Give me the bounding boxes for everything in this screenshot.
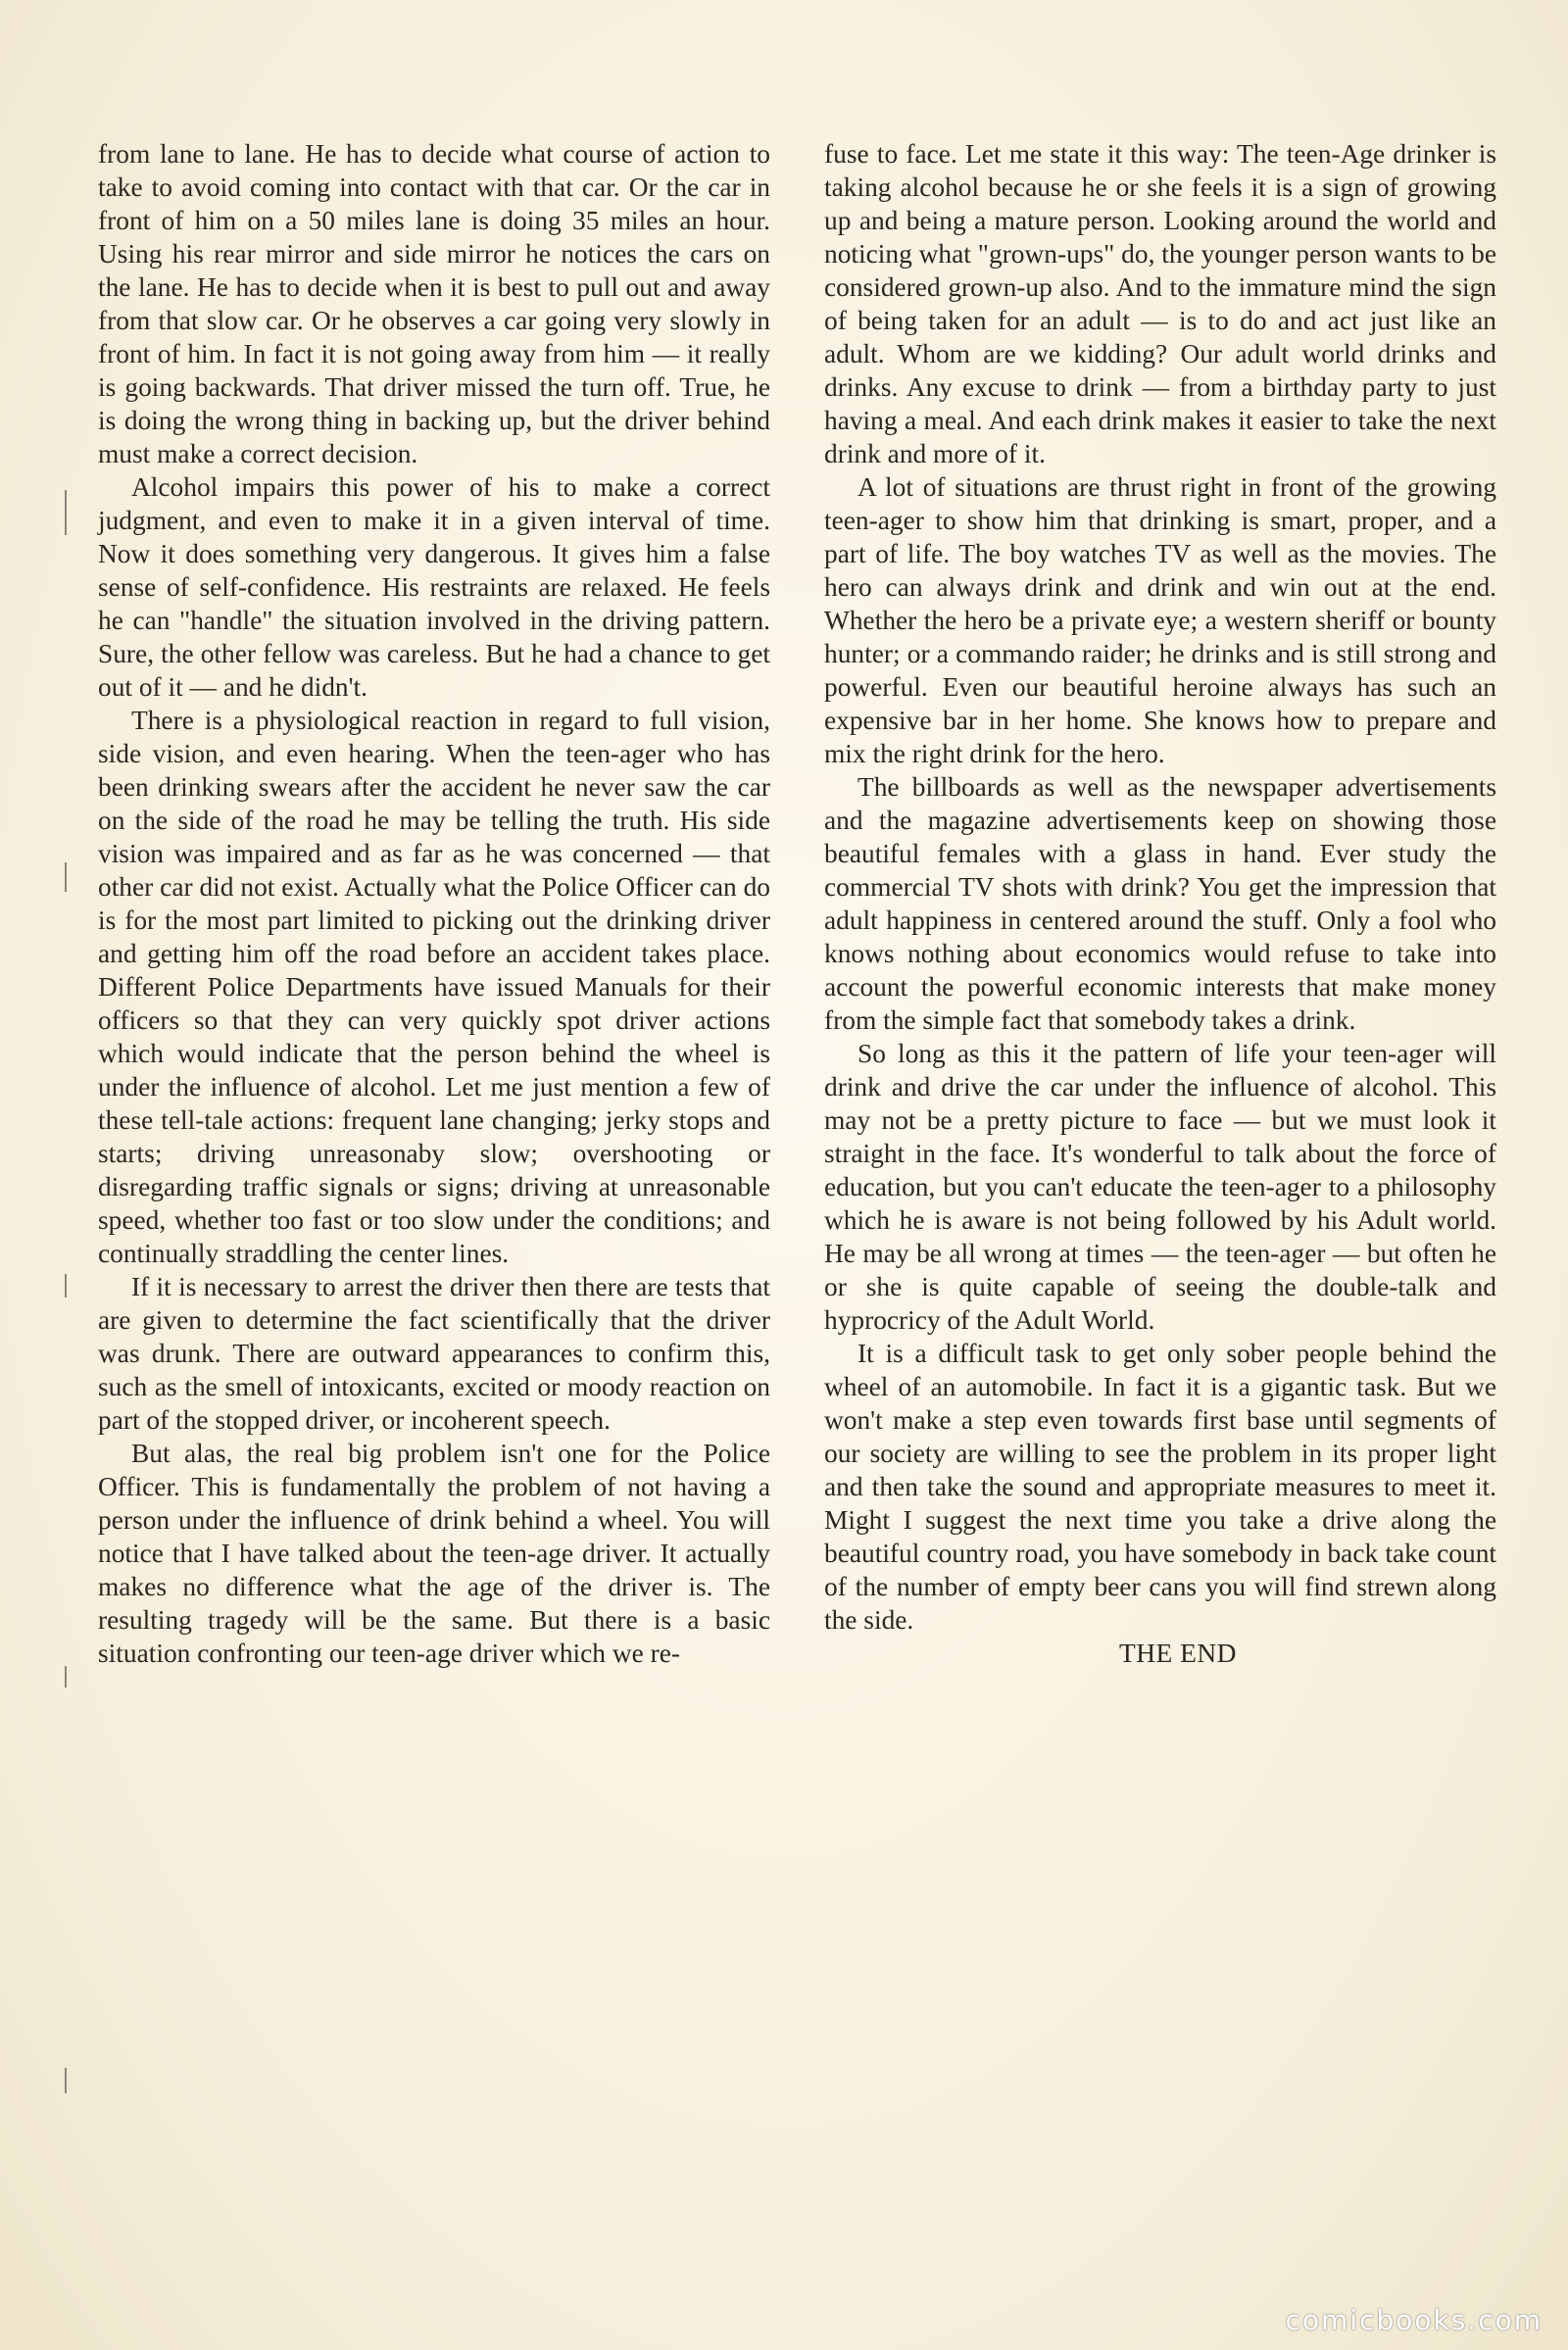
right-text-column xyxy=(824,137,1496,1670)
left-text-column xyxy=(98,137,770,1670)
page-edge-mark xyxy=(65,490,67,535)
page-edge-mark xyxy=(65,1666,67,1688)
paragraph-continued: fuse to face. Let me state it this way: The teen-Age drinker is taking alcohol because he or she feels it is a sign of growing up and being a mature person. Looking around the world and noticing what "grown-ups" do, the younger person wants to be considered grown-up also. And to the immature mind the sign of being taken for an adult — is to do and act just like an adult. Whom are we kidding? Our adult world drinks and drinks. Any excuse to drink — from a birthday party to just having a meal. And each drink makes it easier to take the next drink and more of it. xyxy=(824,139,1496,468)
paragraph: There is a physiological reaction in regard to full vision, side vision, and even hearing. When the teen-ager who has been drinking swears after the accident he never saw the car on the side of the road he may be telling the truth. His side vision was impaired and as far as he was concerned — that other car did not exist. Actually what the Police Officer can do is for the most part limited to picking out the drinking driver and getting him off the road before an accident takes place. Different Police Departments have issued Manuals for their officers so that they can very quickly spot driver actions which would indicate that the person behind the wheel is under the influence of alcohol. Let me just mention a few of these tell-tale actions: frequent lane changing; jerky stops and starts; driving unreasonaby slow; overshooting or disregarding traffic signals or signs; driving at unreasonable speed, whether too fast or too slow under the conditions; and continually straddling the center lines. xyxy=(98,706,770,1268)
page-edge-mark xyxy=(65,2068,67,2093)
paragraph: It is a difficult task to get only sober people behind the wheel of an automobile. In fact it is a gigantic task. But we won't make a step even towards first base until segments of our society are willing to see the problem in its proper light and then take the sound and appropriate measures to meet it. Might I suggest the next time you take a drive along the beautiful country road, you have somebody in back take count of the number of empty beer cans you will find strewn along the side. xyxy=(824,1339,1496,1635)
paragraph: If it is necessary to arrest the driver then there are tests that are given to determine the fact scientifically that the driver was drunk. There are outward appearances to confirm this, such as the smell of intoxicants, excited or moody reaction on part of the stopped driver, or incoherent speech. xyxy=(98,1272,770,1435)
paragraph: The billboards as well as the newspaper advertisements and the magazine advertisements keep on showing those beautiful females with a glass in hand. Ever study the commercial TV shots with drink? You get the impression that adult happiness in centered around the stuff. Only a fool who knows nothing about economics would refuse to take into account the powerful economic interests that make money from the simple fact that somebody takes a drink. xyxy=(824,772,1496,1035)
paragraph: A lot of situations are thrust right in front of the growing teen-ager to show him that drinking is smart, proper, and a part of life. The boy watches TV as well as the movies. The hero can always drink and drink and win out at the end. Whether the hero be a private eye; a western sheriff or bounty hunter; or a commando raider; he drinks and is still strong and powerful. Even our beautiful heroine always has such an expensive bar in her home. She knows how to prepare and mix the right drink for the hero. xyxy=(824,472,1496,768)
page-edge-mark xyxy=(65,1274,67,1297)
paragraph: But alas, the real big problem isn't one for the Police Officer. This is fundamentally the problem of not having a person under the influence of drink behind a wheel. You will notice that I have talked about the teen-age driver. It actually makes no difference what the age of the driver is. The resulting tragedy will be the same. But there is a basic situation confronting our teen-age driver which we re- xyxy=(98,1439,770,1668)
paragraph: Alcohol impairs this power of his to make a correct judgment, and even to make it in a given interval of time. Now it does something very dangerous. It gives him a false sense of self-confidence. His restraints are relaxed. He feels he can "handle" the situation involved in the driving pattern. Sure, the other fellow was careless. But he had a chance to get out of it — and he didn't. xyxy=(98,472,770,702)
paragraph-continued: from lane to lane. He has to decide what course of action to take to avoid coming into contact with that car. Or the car in front of him on a 50 miles lane is doing 35 miles an hour. Using his rear mirror and side mirror he notices the cars on the lane. He has to decide when it is best to pull out and away from that slow car. Or he observes a car going very slowly in front of him. In fact it is not going away from him — it really is going backwards. That driver missed the turn off. True, he is doing the wrong thing in backing up, but the driver behind must make a correct decision. xyxy=(98,139,770,468)
the-end-mark: THE END xyxy=(1119,1639,1237,1668)
page-edge-mark xyxy=(65,862,67,892)
site-watermark: comicbooks.com xyxy=(1285,2304,1543,2336)
paragraph: So long as this it the pattern of life your teen-ager will drink and drive the car under the influence of alcohol. This may not be a pretty picture to face — but we must look it straight in the face. It's wonderful to talk about the force of education, but you can't educate the teen-ager to a philosophy which he is aware is not being followed by his Adult world. He may be all wrong at times — the teen-ager — but often he or she is quite capable of seeing the double-talk and hyprocricy of the Adult World. xyxy=(824,1039,1496,1335)
